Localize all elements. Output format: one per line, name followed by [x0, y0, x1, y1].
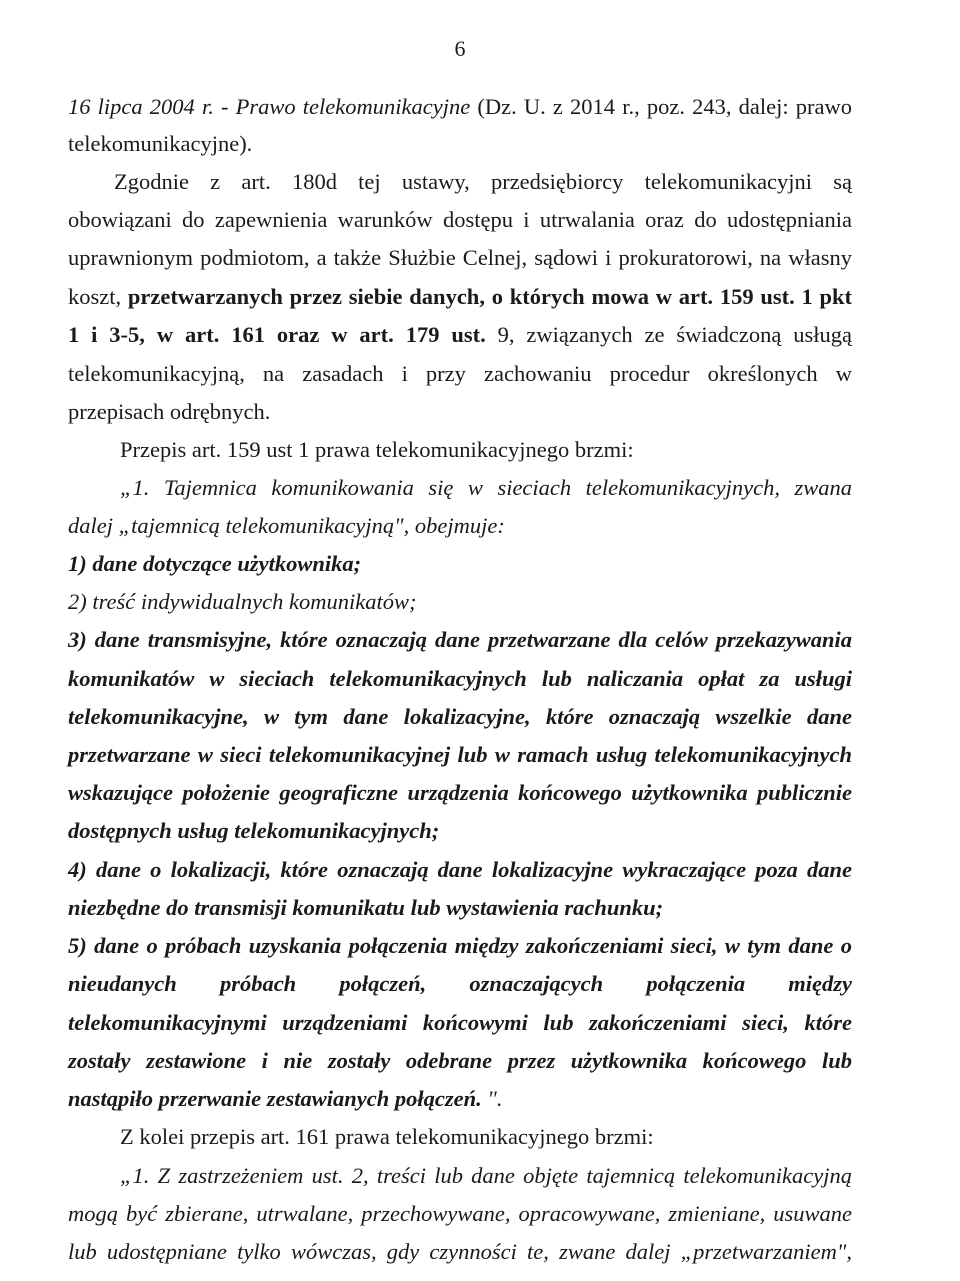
text-segment: dalej „tajemnicą telekomunikacyjną", obejmuje:	[68, 513, 505, 538]
text-line	[68, 893, 852, 923]
text-line	[68, 92, 852, 122]
text-segment: 2) treść indywidualnych komunikatów;	[68, 589, 417, 614]
text-line	[68, 397, 852, 427]
page-number: 6	[454, 36, 466, 61]
text-segment: przepisach odrębnych.	[68, 399, 271, 424]
text-segment: 4) dane o lokalizacji, które oznaczają dane lokalizacyjne wykraczające poza dane	[68, 857, 852, 882]
text-segment: wskazujące położenie geograficzne urządzenia końcowego użytkownika publicznie	[68, 780, 852, 805]
text-segment: Zgodnie z art. 180d tej ustawy, przedsiębiorcy telekomunikacyjni są	[114, 169, 852, 194]
text-segment: mogą być zbierane, utrwalane, przechowywane, opracowywane, zmieniane, usuwane	[68, 1201, 852, 1226]
text-segment: 3) dane transmisyjne, które oznaczają dane przetwarzane dla celów przekazywania	[68, 627, 852, 652]
text-segment: telekomunikacyjne, w tym dane lokalizacyjne, które oznaczają wszelkie dane	[68, 704, 852, 729]
text-segment: 1 i 3-5, w art. 161 oraz w art. 179 ust.	[68, 322, 486, 347]
text-line	[68, 1084, 852, 1114]
text-segment: komunikatów w sieciach telekomunikacyjnych lub naliczania opłat za usługi	[68, 666, 852, 691]
text-segment: 16 lipca 2004 r. - Prawo telekomunikacyjne	[68, 94, 471, 119]
text-line	[68, 1008, 852, 1038]
text-segment: „1. Tajemnica komunikowania się w sieciach telekomunikacyjnych, zwana	[120, 475, 852, 500]
text-line	[68, 282, 852, 312]
text-segment: niezbędne do transmisji komunikatu lub wystawienia rachunku;	[68, 895, 664, 920]
text-line	[120, 1122, 852, 1152]
text-line	[68, 243, 852, 273]
text-segment: przetwarzanych przez siebie danych, o których mowa w art. 159 ust. 1 pkt	[127, 284, 852, 309]
text-line	[68, 702, 852, 732]
text-line	[68, 855, 852, 885]
text-line	[68, 969, 852, 999]
text-segment: telekomunikacyjnymi urządzeniami końcowymi lub zakończeniami sieci, które	[68, 1010, 852, 1035]
text-segment: ".	[481, 1086, 503, 1111]
text-line	[68, 549, 852, 579]
text-line	[68, 1046, 852, 1076]
text-segment: Przepis art. 159 ust 1 prawa telekomunikacyjnego brzmi:	[120, 437, 634, 462]
text-segment: dostępnych usług telekomunikacyjnych;	[68, 818, 440, 843]
text-segment: przetwarzane w sieci telekomunikacyjnej lub w ramach usług telekomunikacyjnych	[68, 742, 852, 767]
text-segment: Z kolei przepis art. 161 prawa telekomunikacyjnego brzmi:	[120, 1124, 654, 1149]
text-line	[68, 740, 852, 770]
text-line	[68, 778, 852, 808]
text-line	[114, 167, 852, 197]
text-segment: nieudanych próbach połączeń, oznaczających połączenia między	[68, 971, 852, 996]
text-line	[68, 931, 852, 961]
text-line	[120, 1161, 852, 1191]
text-line	[68, 1199, 852, 1229]
text-segment: (Dz. U. z 2014 r., poz. 243, dalej: prawo	[470, 94, 853, 119]
text-segment: nastąpiło przerwanie zestawianych połączeń.	[68, 1086, 482, 1111]
text-segment: 1) dane dotyczące użytkownika;	[68, 551, 362, 576]
text-line	[68, 129, 852, 159]
text-segment: zostały zestawione i nie zostały odebrane przez użytkownika końcowego lub	[68, 1048, 852, 1073]
text-segment: obowiązani do zapewnienia warunków dostępu i utrwalania oraz do udostępniania	[68, 207, 852, 232]
text-line	[68, 816, 852, 846]
text-line	[68, 664, 852, 694]
text-line	[68, 625, 852, 655]
text-segment: telekomunikacyjne).	[68, 131, 253, 156]
text-line	[120, 473, 852, 503]
text-segment: lub udostępniane tylko wówczas, gdy czynności te, zwane dalej „przetwarzaniem",	[68, 1239, 852, 1264]
text-segment: „1. Z zastrzeżeniem ust. 2, treści lub dane objęte tajemnicą telekomunikacyjną	[120, 1163, 852, 1188]
text-segment: 9, związanych ze świadczoną usługą	[485, 322, 853, 347]
text-line	[120, 435, 852, 465]
text-segment: 5) dane o próbach uzyskania połączenia między zakończeniami sieci, w tym dane o	[68, 933, 852, 958]
text-line	[68, 359, 852, 389]
text-segment: uprawnionym podmiotom, a także Służbie Celnej, sądowi i prokuratorowi, na własny	[68, 245, 852, 270]
text-line	[68, 587, 852, 617]
text-segment: telekomunikacyjną, na zasadach i przy zachowaniu procedur określonych w	[68, 361, 852, 386]
text-line	[68, 320, 852, 350]
text-line	[68, 1237, 852, 1267]
text-line	[68, 511, 852, 541]
text-line	[68, 205, 852, 235]
text-segment: koszt,	[68, 284, 128, 309]
